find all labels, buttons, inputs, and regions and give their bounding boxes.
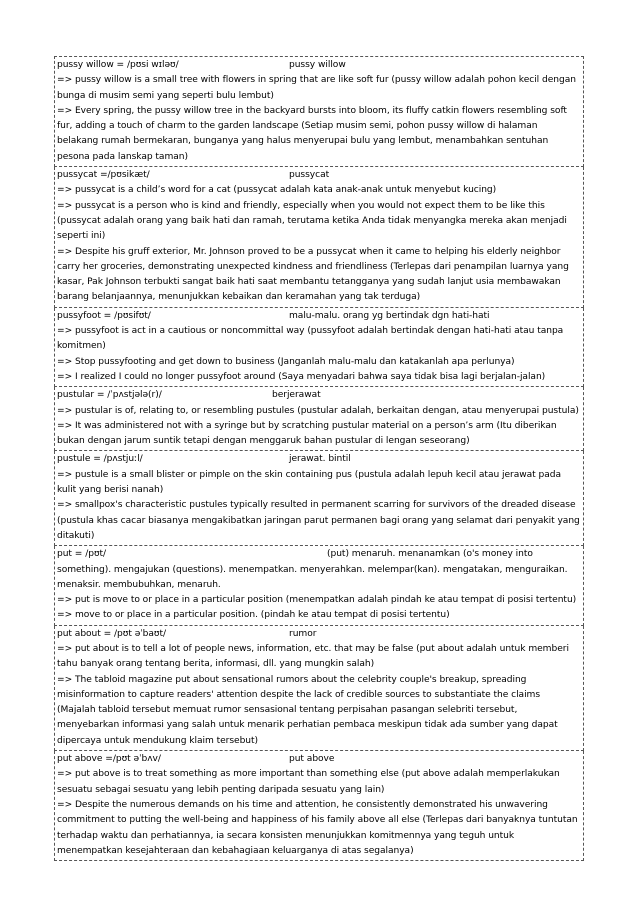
entry-line: => pustular is of, relating to, or resembling pustules (pustular adalah, berkaitan dengan, atau menyerupai pustula) (57, 405, 579, 416)
dictionary-entry (54, 56, 584, 167)
entry-line: => move to or place in a particular position. (pindah ke atau tempat di posisi tertentu) (57, 610, 450, 621)
entry-line: something). mengajukan (questions). menempatkan. menyerahkan. melempar(kan). mengatakan, menguraikan. menaksir. membubuhkan, menaruh. (57, 564, 568, 590)
dictionary-page (54, 56, 584, 861)
dictionary-entry (54, 626, 584, 751)
entry-line: => pussycat is a child’s word for a cat (pussycat adalah kata anak-anak untuk menyebut kucing) (57, 185, 497, 196)
entry-meaning: pussycat (289, 170, 330, 181)
entry-header (57, 547, 581, 562)
entry-line: => pussycat is a person who is kind and friendly, especially when you would not expect them to be like this (pussycat adalah orang yang baik hati dan ramah, terutama ketika Anda tidak menyangka mereka akan menjadi seperti ini) (57, 200, 567, 242)
dictionary-entry (54, 546, 584, 625)
entry-line: => pussy willow is a small tree with flowers in spring that are like soft fur (pussy willow adalah pohon kecil dengan bunga di musim semi yang seperti bulu lembut) (57, 75, 576, 101)
entry-term: pussyfoot = /pʊsifʊt/ (57, 310, 151, 321)
entry-line: => put about is to tell a lot of people news, information, etc. that may be false (put about adalah untuk memberi tahu banyak orang tentang berita, informasi, dll. yang mungkin salah) (57, 643, 569, 670)
entry-term: pustule = /pʌstjuːl/ (57, 454, 143, 465)
entry-line: => It was administered not with a syringe but by scratching pustular material on a person’s arm (Itu diberikan bukan dengan jarum suntik tetapi dengan menggaruk bahan pustular di lengan seseorang) (57, 420, 557, 447)
entry-term: put about = /pʊt əˈbaʊt/ (57, 628, 167, 639)
entry-header (57, 452, 581, 467)
entry-term: pussycat =/pʊsikæt/ (57, 170, 150, 181)
entry-header (57, 752, 581, 767)
dictionary-entry (54, 451, 584, 546)
entry-term: put = /pʊt/ (57, 549, 107, 560)
entry-line: => Despite his gruff exterior, Mr. Johnson proved to be a pussycat when it came to helping his elderly neighbor carry her groceries, demonstrating unexpected kindness and friendliness (Terlepas dari penampilan luarnya yang kasar, Pak Johnson terbukti sangat baik hati saat membantu tetangganya yang sudah lanjut usia membawakan barang belanjaannya, menunjukkan kebaikan dan keramahan yang tak terduga) (57, 246, 569, 303)
entry-meaning: malu-malu. orang yg bertindak dgn hati-hati (289, 310, 490, 321)
entry-line: => smallpox's characteristic pustules typically resulted in permanent scarring for survivors of the dreaded disease (pustula khas cacar biasanya mengakibatkan jaringan parut permanen bagi orang yang selamat dari penyakit yang ditakuti) (57, 500, 580, 541)
entry-line: => Despite the numerous demands on his time and attention, he consistently demonstrated his unwavering commitment to putting the well-being and happiness of his family above all else (Terlepas dari banyaknya tuntutan terhadap waktu dan perhatiannya, ia secara konsisten menunjukkan komitmennya yang teguh untuk menempatkan kesejahteraan dan kebahagiaan keluarganya di atas segalanya) (57, 799, 578, 856)
entry-meaning: jerawat. bintil (289, 454, 351, 465)
dictionary-entry (54, 387, 584, 451)
entry-line: => Stop pussyfooting and get down to business (Janganlah malu-malu dan katakanlah apa perlunya) (57, 356, 515, 367)
entry-line: => put is move to or place in a particular position (menempatkan adalah pindah ke atau tempat di posisi tertentu) (57, 595, 577, 606)
entry-header (57, 309, 581, 324)
dictionary-entry (54, 308, 584, 387)
entry-line: => put above is to treat something as more important than something else (put above adalah memperlakukan sesuatu sebagai sesuatu yang lebih penting daripada sesuatu yang lain) (57, 769, 560, 795)
entry-line: => pustule is a small blister or pimple on the skin containing pus (pustula adalah lepuh kecil atau jerawat pada kulit yang berisi nanah) (57, 469, 562, 496)
entry-line: => pussyfoot is act in a cautious or noncommittal way (pussyfoot adalah bertindak dengan hati-hati atau tanpa komitmen) (57, 326, 564, 352)
entry-meaning: (put) menaruh. menanamkan (o's money into (327, 549, 533, 560)
entry-meaning: put above (289, 754, 335, 765)
entry-header (57, 168, 581, 183)
entry-header (57, 58, 581, 73)
entry-header (57, 388, 581, 403)
entry-meaning: berjerawat (272, 390, 321, 401)
entry-meaning: rumor (289, 628, 317, 639)
entry-term: pussy willow = /pʊsi wɪləʊ/ (57, 60, 179, 70)
entry-term: put above =/pʊt əˈbʌv/ (57, 754, 161, 765)
dictionary-entry (54, 167, 584, 308)
entry-line: => I realized I could no longer pussyfoot around (Saya menyadari bahwa saya tidak bisa lagi berjalan-jalan) (57, 371, 546, 382)
entry-line: => Every spring, the pussy willow tree in the backyard bursts into bloom, its fluffy catkin flowers resembling soft fur, adding a touch of charm to the garden landscape (Setiap musim semi, pohon pussy willow di halaman belakang rumah bermekaran, bunganya yang halus menyerupai bulu yang lembut, menambahkan sentuhan pesona pada lanskap taman) (57, 105, 567, 162)
entry-meaning: pussy willow (289, 60, 346, 70)
dictionary-entry (54, 751, 584, 861)
entry-header (57, 627, 581, 642)
entry-term: pustular = /ˈpʌstjələ(r)/ (57, 390, 162, 401)
entry-line: => The tabloid magazine put about sensational rumors about the celebrity couple's breakup, spreading misinformation to capture readers' attention despite the lack of credible sources to substantiate the claims (Majalah tabloid tersebut memuat rumor sensasional tentang perpisahan pasangan selebriti tersebut, menyebarkan informasi yang salah untuk menarik perhatian pembaca meskipun tidak ada sumber yang dapat dipercaya untuk mendukung klaim tersebut) (57, 674, 558, 746)
